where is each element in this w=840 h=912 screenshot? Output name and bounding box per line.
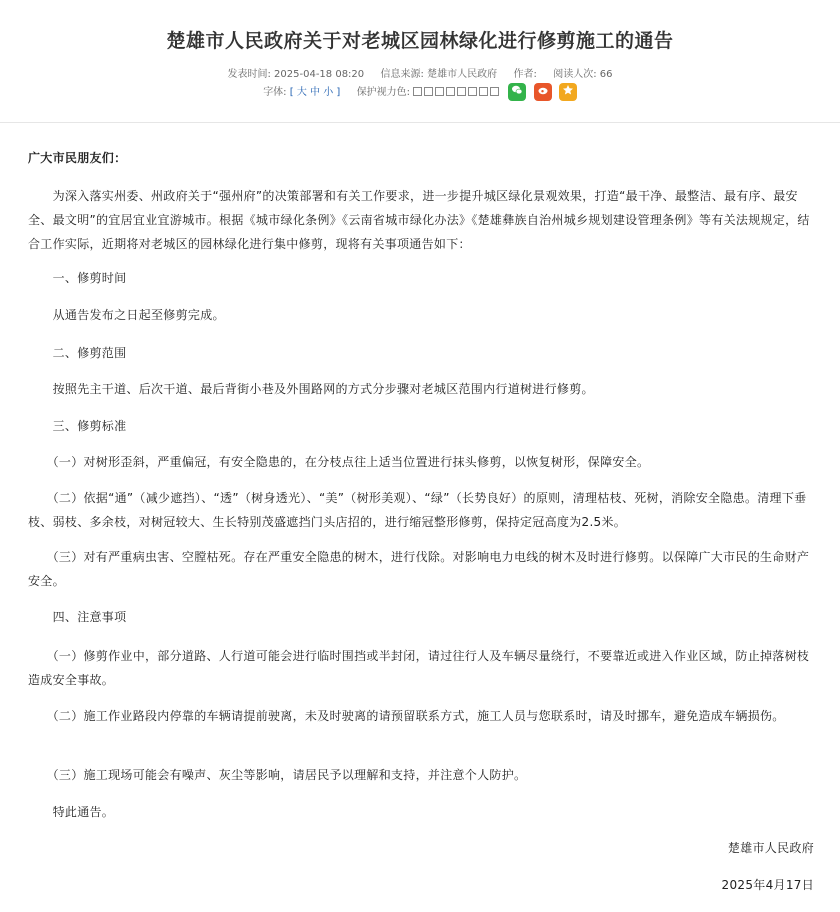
source: 楚雄市人民政府 bbox=[427, 69, 498, 80]
eye-color-swatch-8[interactable] bbox=[490, 87, 499, 96]
section-1-text: 从通告发布之日起至修剪完成。 bbox=[28, 308, 225, 322]
closing: 特此通告。 bbox=[28, 805, 115, 819]
section-3-item-1: （一）对树形歪斜，严重偏冠，有安全隐患的，在分枝点往上适当位置进行抹头修剪，以恢复树形，保障安全。 bbox=[28, 455, 650, 469]
eye-color-swatch-2[interactable] bbox=[424, 87, 433, 96]
section-2-text: 按照先主干道、后次干道、最后背街小巷及外围路网的方式分步骤对老城区范围内行道树进行修剪。 bbox=[28, 382, 594, 396]
eye-color-swatch-6[interactable] bbox=[468, 87, 477, 96]
publish-time-label: 发表时间: bbox=[227, 69, 271, 80]
author-label: 作者: bbox=[513, 69, 537, 80]
section-4-item-3: （三）施工现场可能会有噪声、灰尘等影响，请居民予以理解和支持，并注意个人防护。 bbox=[28, 768, 527, 782]
section-3-item-3: （三）对有严重病虫害、空膛枯死。存在严重安全隐患的树木，进行伐除。对影响电力电线的树木及时进行修剪。以保障广大市民的生命财产安全。 bbox=[28, 550, 810, 588]
publish-time: 2025-04-18 08:20 bbox=[274, 69, 365, 80]
weibo-share-icon[interactable] bbox=[534, 83, 552, 101]
views-count: 66 bbox=[599, 69, 613, 80]
wechat-share-icon[interactable] bbox=[508, 83, 526, 101]
eye-color-swatch-7[interactable] bbox=[479, 87, 488, 96]
section-4-item-2: （二）施工作业路段内停靠的车辆请提前驶离，未及时驶离的请预留联系方式，施工人员与您联系时，请及时挪车，避免造成车辆损伤。 bbox=[28, 709, 785, 723]
views-label: 阅读人次: bbox=[553, 69, 597, 80]
eye-color-swatch-1[interactable] bbox=[413, 87, 422, 96]
section-4-title: 四、注意事项 bbox=[28, 610, 127, 624]
section-2-title: 二、修剪范围 bbox=[28, 346, 127, 360]
font-size-medium-link[interactable]: 中 bbox=[310, 87, 321, 98]
favorite-star-icon[interactable] bbox=[559, 83, 577, 101]
notice-date: 2025年4月17日 bbox=[721, 878, 814, 892]
intro-paragraph: 为深入落实州委、州政府关于“强州府”的决策部署和有关工作要求，进一步提升城区绿化景观效果，打造“最干净、最整洁、最有序、最安全、最文明”的宜居宜业宜游城市。根据《城市绿化条例》《云南省城市绿化办法》《楚雄彝族自治州城乡规划建设管理条例》等有关法规规定，结合工作实际，近期将对老城区的园林绿化进行集中修剪，现将有关事项通告如下： bbox=[28, 189, 810, 251]
signature: 楚雄市人民政府 bbox=[727, 841, 814, 855]
source-label: 信息来源: bbox=[380, 69, 424, 80]
eye-color-swatch-4[interactable] bbox=[446, 87, 455, 96]
reading-tools: 字体: [ 大 中 小 ] 保护视力色: bbox=[0, 83, 840, 101]
header-divider bbox=[0, 122, 840, 123]
greeting: 广大市民朋友们： bbox=[28, 151, 127, 165]
font-size-label: 字体: bbox=[263, 87, 287, 98]
eye-color-swatch-5[interactable] bbox=[457, 87, 466, 96]
eye-protection-label: 保护视力色: bbox=[356, 87, 411, 98]
section-1-title: 一、修剪时间 bbox=[28, 271, 127, 285]
eye-color-swatch-3[interactable] bbox=[435, 87, 444, 96]
font-size-large-link[interactable]: 大 bbox=[296, 87, 307, 98]
section-3-title: 三、修剪标准 bbox=[28, 419, 127, 433]
page-title: 楚雄市人民政府关于对老城区园林绿化进行修剪施工的通告 bbox=[166, 30, 674, 52]
font-size-small-link[interactable]: 小 bbox=[323, 87, 334, 98]
section-4-item-1: （一）修剪作业中，部分道路、人行道可能会进行临时围挡或半封闭，请过往行人及车辆尽量绕行，不要靠近或进入作业区域，防止掉落树枝造成安全事故。 bbox=[28, 649, 810, 687]
section-3-item-2: （二）依据“通”（减少遮挡）、“透”（树身透光）、“美”（树形美观）、“绿”（长势良好）的原则，清理枯枝、死树，消除安全隐患。清理下垂枝、弱枝、多余枝，对树冠较大、生长特别茂盛遮挡门头店招的，进行缩冠整形修剪，保持定冠高度为2.5米。 bbox=[28, 491, 807, 529]
article-meta bbox=[0, 65, 840, 80]
